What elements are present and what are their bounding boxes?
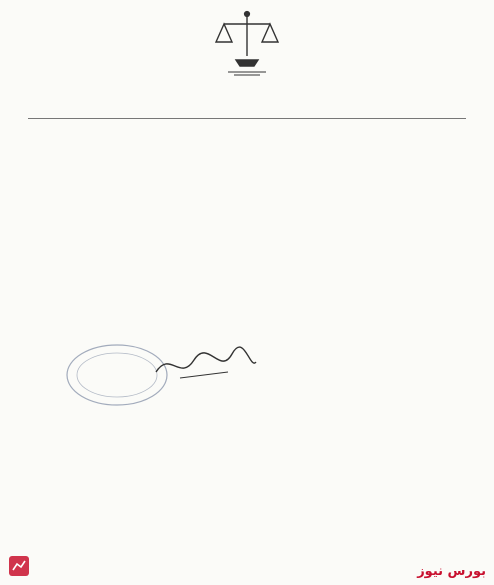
watermark-text: بورس نیوز — [417, 564, 486, 579]
handwritten-signature-icon — [150, 342, 260, 386]
title-divider — [28, 118, 466, 119]
document-body — [44, 126, 444, 138]
judiciary-scales-emblem-icon — [210, 8, 284, 78]
boursenews-logo-icon — [8, 555, 30, 577]
